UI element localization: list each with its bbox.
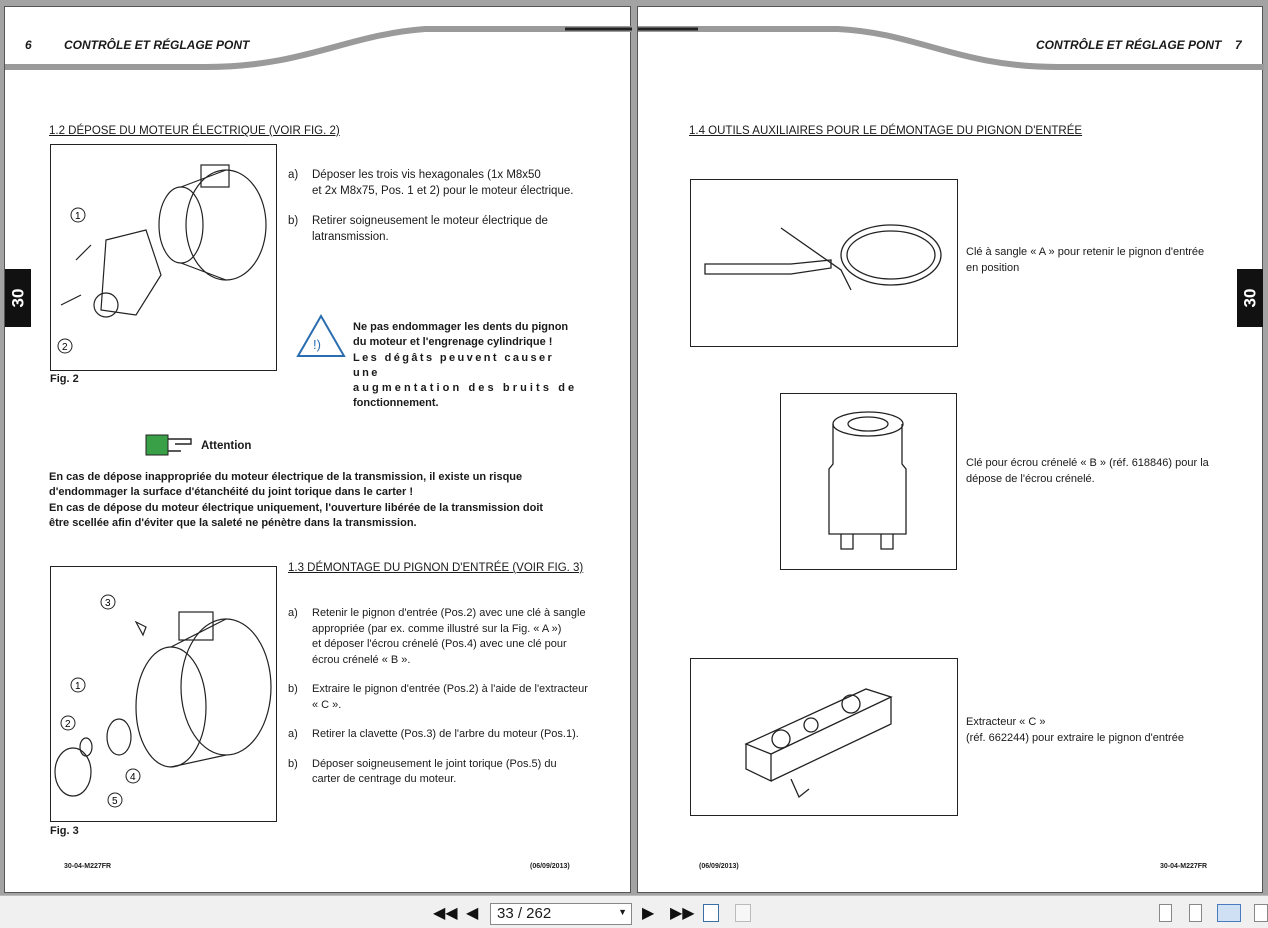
svg-text:4: 4 <box>130 772 136 783</box>
step-c: a) Retirer la clavette (Pos.3) de l'arbre du moteur (Pos.1). <box>288 728 579 740</box>
previous-view-icon[interactable] <box>703 904 719 922</box>
section-tab: 30 <box>5 269 31 327</box>
page-number: 7 <box>1235 38 1242 52</box>
right-page <box>637 6 1263 893</box>
continuous-icon[interactable] <box>1189 904 1202 922</box>
strap-wrench-illustration <box>691 180 957 346</box>
page-header-title: CONTRÔLE ET RÉGLAGE PONT <box>1036 38 1222 52</box>
next-view-icon[interactable] <box>735 904 751 922</box>
steps-1-3 <box>288 606 588 788</box>
section-tab: 30 <box>1237 269 1263 327</box>
prev-page-icon[interactable]: ◀ <box>466 905 479 922</box>
figure-2-label: Fig. 2 <box>50 373 79 385</box>
footer-date: (06/09/2013) <box>530 863 570 870</box>
step-a: a) Déposer les trois vis hexagonales (1x M8x50 et 2x M8x75, Pos. 1 et 2) pour le moteur électrique. <box>288 169 574 197</box>
attention-title: Attention <box>201 440 252 452</box>
left-page <box>4 6 631 893</box>
motor-pinion-illustration <box>51 567 276 821</box>
footer-date: (06/09/2013) <box>699 863 739 870</box>
step-b: b) Retirer soigneusement le moteur électrique de latransmission. <box>288 215 548 243</box>
figure-3 <box>50 566 277 822</box>
step-b: b) Extraire le pignon d'entrée (Pos.2) à l'aide de l'extracteur « C ». <box>288 683 588 711</box>
section-title-1-3: 1.3 DÉMONTAGE DU PIGNON D'ENTRÉE (VOIR FIG. 3) <box>288 562 584 574</box>
steps-1-2 <box>288 168 584 245</box>
step-a: a) Retenir le pignon d'entrée (Pos.2) avec une clé à sangle appropriée (par ex. comme illustré sur la Fig. « A ») et déposer l'écrou crénelé (Pos.4) avec une clé pour écrou crénelé « B ». <box>288 607 586 666</box>
svg-text:1: 1 <box>75 681 81 692</box>
page-number: 6 <box>25 38 32 52</box>
figure-3-label: Fig. 3 <box>50 825 79 837</box>
slotted-nut-wrench-illustration <box>781 394 956 569</box>
warning-text: Ne pas endommager les dents du pignon du moteur et l'engrenage cylindrique ! Les dégâts peuvent causer une augmentation des bruits de fonctionnement. <box>353 321 578 410</box>
first-page-icon[interactable]: ◀◀ <box>433 905 458 922</box>
section-title-1-4: 1.4 OUTILS AUXILIAIRES POUR LE DÉMONTAGE DU PIGNON D'ENTRÉE <box>689 125 1083 137</box>
single-page-icon[interactable] <box>1159 904 1172 922</box>
page-number-input[interactable]: 33 / 262 ▼ <box>490 903 632 925</box>
svg-text:!): !) <box>313 337 321 352</box>
extractor-illustration <box>691 659 957 815</box>
svg-text:5: 5 <box>112 796 118 807</box>
page-header-title: CONTRÔLE ET RÉGLAGE PONT <box>64 38 250 52</box>
attention-text: En cas de dépose inappropriée du moteur électrique de la transmission, il existe un risque d'endommager la surface d'étanchéité du joint torique dans le carter ! En cas de dépose du moteur électrique uniquement, l'ouverture libérée de la transmission doit être scellée afin d'éviter que la saleté ne pénètre dans la transmission. <box>49 471 544 529</box>
svg-text:3: 3 <box>105 598 111 609</box>
tool-c-figure <box>690 658 958 816</box>
callout-2: 2 <box>62 342 68 353</box>
facing-icon[interactable] <box>1217 904 1241 922</box>
motor-exploded-illustration <box>51 145 276 370</box>
callout-1: 1 <box>75 211 81 222</box>
warning-triangle-icon <box>296 313 346 359</box>
footer-code: 30-04-M227FR <box>1160 863 1208 870</box>
figure-2 <box>50 144 277 371</box>
next-page-icon[interactable]: ▶ <box>642 905 655 922</box>
tool-b-description: Clé pour écrou crénelé « B » (réf. 618846) pour la dépose de l'écrou crénelé. <box>966 457 1209 485</box>
viewer-toolbar <box>0 895 1268 928</box>
pointing-hand-icon <box>145 433 195 457</box>
svg-text:2: 2 <box>65 719 71 730</box>
chevron-down-icon[interactable]: ▼ <box>618 907 627 917</box>
tool-a-figure <box>690 179 958 347</box>
tool-c-description: Extracteur « C » (réf. 662244) pour extraire le pignon d'entrée <box>966 716 1184 744</box>
last-page-icon[interactable]: ▶▶ <box>670 905 695 922</box>
tool-a-description: Clé à sangle « A » pour retenir le pignon d'entrée en position <box>966 246 1205 274</box>
continuous-facing-icon[interactable] <box>1254 904 1268 922</box>
step-d: b) Déposer soigneusement le joint torique (Pos.5) du carter de centrage du moteur. <box>288 757 557 785</box>
tool-b-figure <box>780 393 957 570</box>
footer-code: 30-04-M227FR <box>64 863 112 870</box>
section-title-1-2: 1.2 DÉPOSE DU MOTEUR ÉLECTRIQUE (VOIR FIG. 2) <box>49 125 340 137</box>
